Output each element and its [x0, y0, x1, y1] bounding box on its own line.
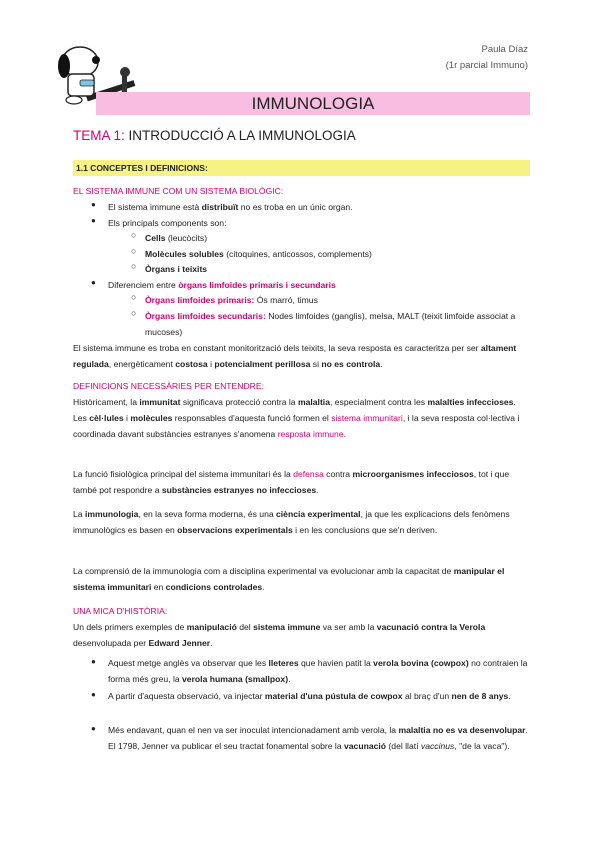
bullet-vaccination: Més endavant, quan el nen va ser inoculat intencionadament amb verola, la malaltia no es va desenvolupar. El 1798, Jenner va publicar el seu tractat fonamental sobre la vacunació (del llatí vaccinus, "de la vaca").: [108, 725, 528, 751]
bullet-icon: ●: [91, 216, 96, 225]
bullet-icon: ●: [91, 278, 96, 287]
subsection-heading-history: UNA MICA D'HISTÒRIA:: [73, 606, 168, 616]
bullet-icon: ●: [91, 200, 96, 209]
paragraph-immunity: Històricament, la immunitat significava protecció contra la malaltia, especialment contra les malalties infeccioses. Les cèl·lules i molècules responsables d'aquesta funció formen el sistema immunitari, i la seva resposta col·lectiva i coordinada davant substàncies estranyes s'anomena resposta immune.: [73, 397, 520, 439]
bullet-icon: ●: [91, 690, 96, 699]
sub-bullet-cells: Cells (leucòcits): [145, 233, 208, 243]
topic-number: TEMA 1:: [73, 128, 125, 143]
bullet-components: Els principals components son:: [108, 218, 227, 228]
circle-bullet-icon: ○: [131, 308, 137, 318]
circle-bullet-icon: ○: [131, 292, 137, 302]
topic-heading: [73, 128, 356, 143]
course-label: (1r parcial Immuno): [445, 60, 528, 71]
section-heading: 1.1 CONCEPTES I DEFINICIONS:: [76, 163, 208, 173]
bullet-lymphoid-organs: Diferenciem entre òrgans limfoides primaris i secundaris: [108, 280, 336, 290]
sub-bullet-primary: Òrgans limfoides primaris: Ós marró, timus: [145, 295, 318, 305]
subsection-heading-definitions: DEFINICIONS NECESSÀRIES PER ENTENDRE:: [73, 381, 265, 391]
document-author-block: [446, 42, 528, 74]
subsection-heading-biological-system: EL SISTEMA IMMUNE COM UN SISTEMA BIOLÒGIC:: [73, 186, 284, 196]
sub-bullet-secondary: Òrgans limfoides secundaris: Nodes limfoides (ganglis), melsa, MALT (teixit limfoide associat a mucoses): [145, 311, 516, 337]
paragraph-immunology: La immunologia, en la seva forma moderna, és una ciència experimental, ja que les explicacions dels fenòmens immunològics es basen en observacions experimentals i en les conclusions que se'n deriven.: [73, 509, 510, 535]
topic-title: INTRODUCCIÓ A LA IMMUNOLOGIA: [128, 128, 356, 143]
paragraph-experimental: La comprensió de la immunologia com a disciplina experimental va evolucionar amb la capacitat de manipular el sistema immunitari en condicions controlades.: [73, 566, 505, 592]
circle-bullet-icon: ○: [131, 261, 137, 271]
paragraph-defense: La funció fisiològica principal del sistema immunitari és la defensa contra microorganismes infecciosos, tot i que també pot respondre a substàncies estranyes no infeccioses.: [73, 469, 510, 495]
circle-bullet-icon: ○: [131, 246, 137, 256]
document-title: IMMUNOLOGIA: [251, 94, 375, 113]
bullet-icon: ●: [91, 724, 96, 733]
bullet-injection: A partir d'aquesta observació, va injectar material d'una pústula de cowpox al braç d'un nen de 8 anys.: [108, 691, 511, 701]
paragraph-monitoring: El sistema immune es troba en constant monitorització dels teixits, la seva resposta es caracteritza per ser altament regulada, energèticament costosa i potencialment perillosa si no es controla.: [73, 343, 517, 369]
paragraph-jenner: Un dels primers exemples de manipulació del sistema immune va ser amb la vacunació contra la Verola desenvolupada per Edward Jenner.: [73, 622, 486, 648]
bullet-distributed: El sistema immune està distribuït no es troba en un únic organ.: [108, 202, 353, 212]
bullet-milkmaids: Aquest metge anglès va observar que les lleteres que havien patit la verola bovina (cowpox) no contraien la forma més greu, la verola humana (smallpox).: [108, 658, 528, 684]
bullet-icon: ●: [91, 657, 96, 666]
sub-bullet-molecules: Molècules solubles (citoquines, anticossos, complements): [145, 249, 372, 259]
author-name: Paula Díaz: [481, 44, 528, 55]
circle-bullet-icon: ○: [131, 230, 137, 240]
sub-bullet-organs: Òrgans i teixits: [145, 264, 208, 274]
